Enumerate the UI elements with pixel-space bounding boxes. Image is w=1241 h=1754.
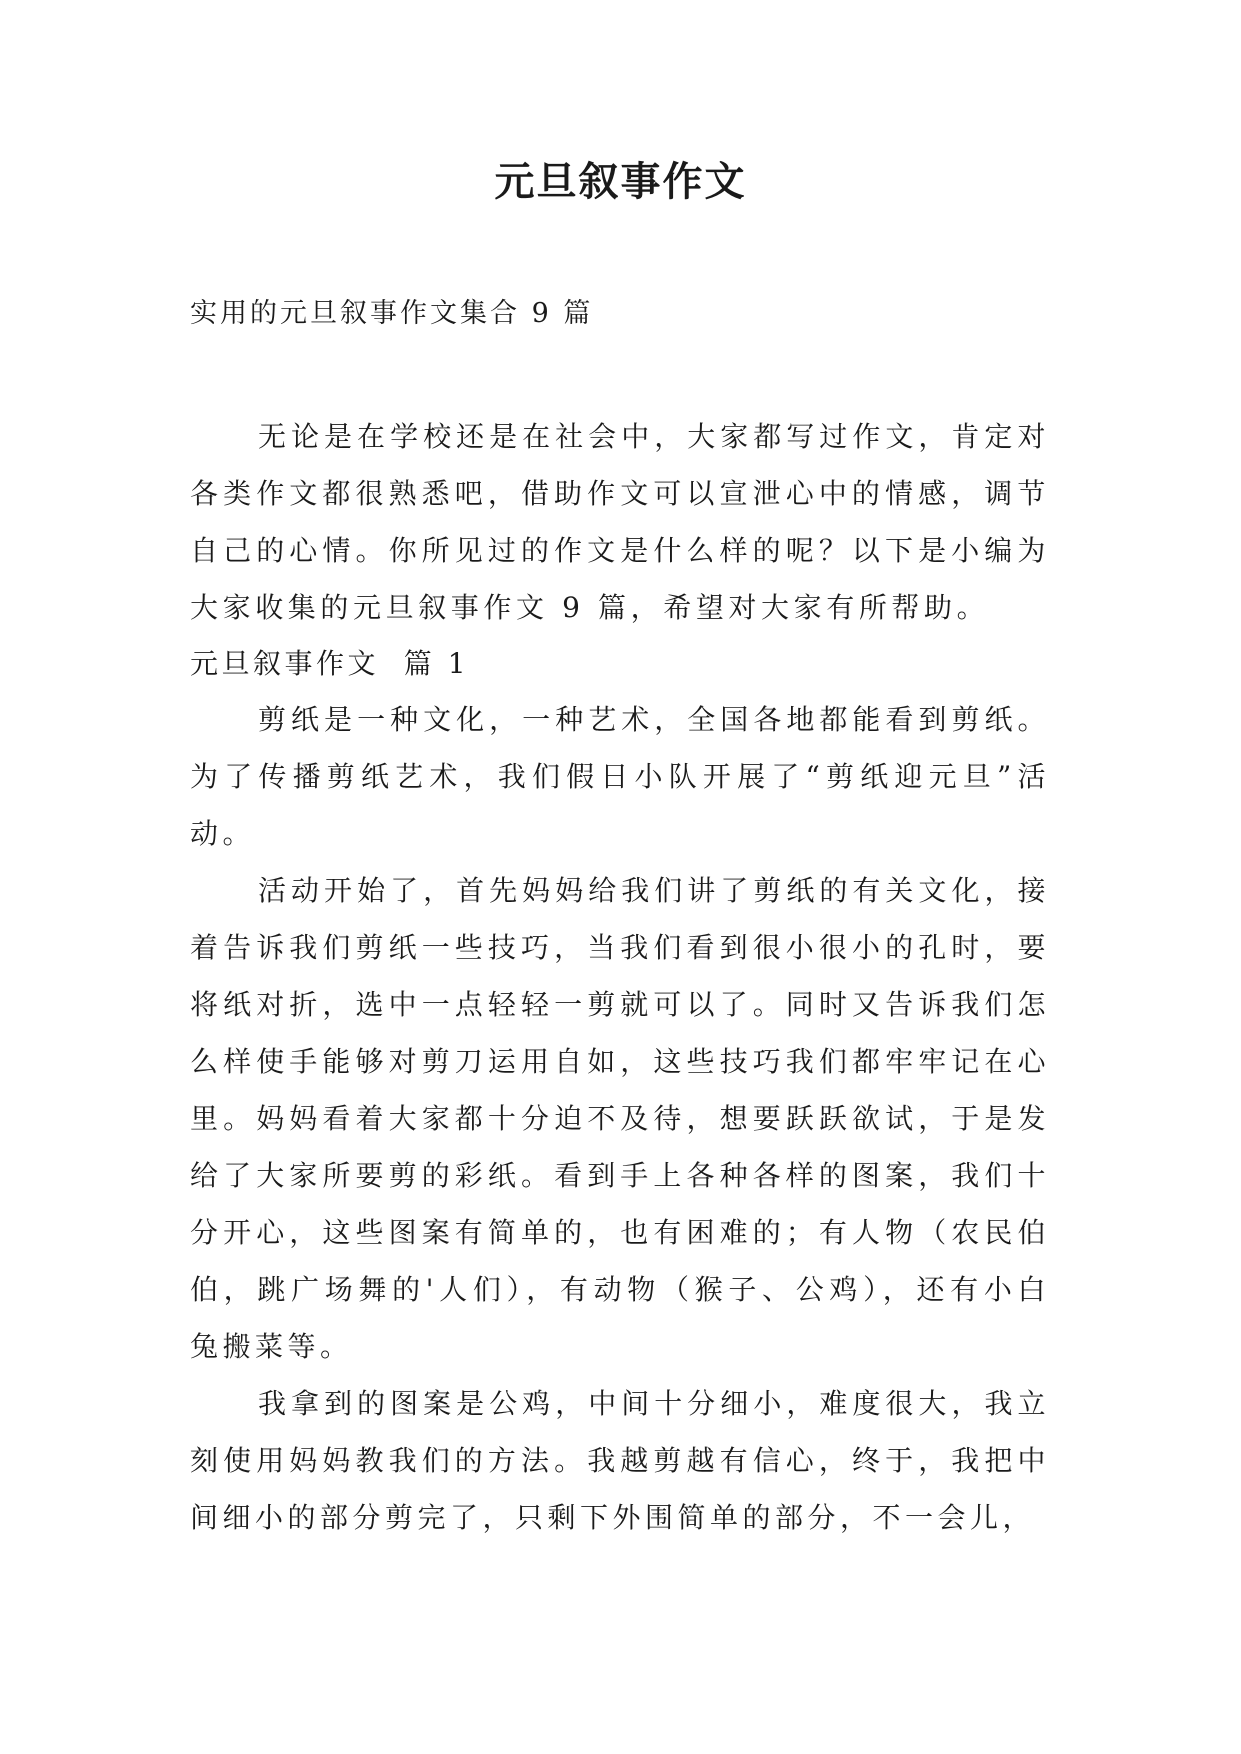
document-body [190,408,1050,1546]
body-paragraph: 活动开始了，首先妈妈给我们讲了剪纸的有关文化，接着告诉我们剪纸一些技巧，当我们看到很小很小的孔时，要将纸对折，选中一点轻轻一剪就可以了。同时又告诉我们怎么样使手能够对剪刀运用自如，这些技巧我们都牢牢记在心里。妈妈看着大家都十分迫不及待，想要跃跃欲试，于是发给了大家所要剪的彩纸。看到手上各种各样的图案，我们十分开心，这些图案有简单的，也有困难的；有人物（农民伯伯，跳广场舞的'人们），有动物（猴子、公鸡），还有小白兔搬菜等。 [190,874,1050,1363]
intro-paragraph: 无论是在学校还是在社会中，大家都写过作文，肯定对各类作文都很熟悉吧，借助作文可以宣泄心中的情感，调节自己的心情。你所见过的作文是什么样的呢？以下是小编为大家收集的元旦叙事作文 9 篇，希望对大家有所帮助。 [190,420,1050,624]
document-title: 元旦叙事作文 [494,158,747,205]
body-paragraph: 剪纸是一种文化，一种艺术，全国各地都能看到剪纸。为了传播剪纸艺术，我们假日小队开展了“剪纸迎元旦”活动。 [190,703,1050,850]
section-heading: 元旦叙事作文 篇 1 [190,647,470,680]
body-paragraph: 我拿到的图案是公鸡，中间十分细小，难度很大，我立刻使用妈妈教我们的方法。我越剪越有信心，终于，我把中间细小的部分剪完了，只剩下外围简单的部分，不一会儿， [190,1387,1050,1534]
document-subtitle: 实用的元旦叙事作文集合 9 篇 [190,298,594,329]
